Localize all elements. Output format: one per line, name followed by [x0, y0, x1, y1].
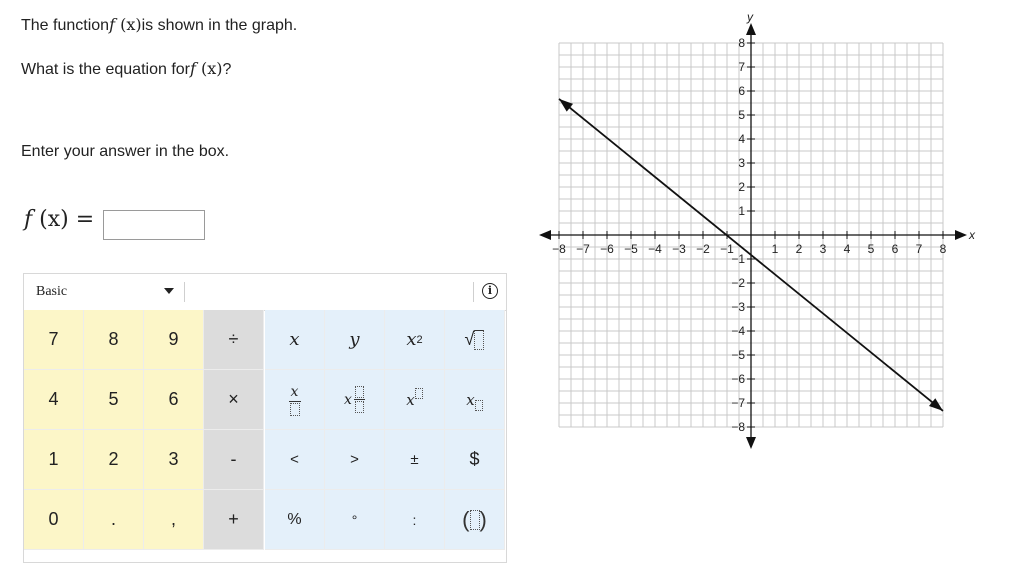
key-greater-than[interactable]: > — [325, 430, 385, 490]
y-tick-label: −7 — [731, 396, 745, 410]
key-dollar[interactable]: $ — [445, 430, 505, 490]
key-degree[interactable]: ° — [325, 490, 385, 550]
x-tick-label: 2 — [795, 242, 803, 256]
axes — [539, 23, 967, 449]
question-text: The function — [21, 17, 110, 34]
key-plus-minus[interactable]: ± — [385, 430, 445, 490]
key-y[interactable]: y — [325, 310, 385, 370]
key-8[interactable]: 8 — [84, 310, 144, 370]
y-axis-arrow-up — [746, 23, 756, 35]
x-tick-label: −4 — [648, 242, 662, 256]
x-tick-label: −2 — [696, 242, 710, 256]
question-text: What is the equation for — [21, 61, 190, 78]
key-7[interactable]: 7 — [24, 310, 84, 370]
y-tick-label: −6 — [731, 372, 745, 386]
function-notation: f (x) — [109, 15, 142, 34]
key-1[interactable]: 1 — [24, 430, 84, 490]
mode-select[interactable]: Basic — [36, 284, 68, 299]
equation-label: f (x) = — [24, 207, 95, 232]
key-percent[interactable]: % — [265, 490, 325, 550]
key-colon[interactable]: : — [385, 490, 445, 550]
info-icon[interactable]: i — [482, 283, 498, 299]
key-divide[interactable]: ÷ — [204, 310, 264, 370]
key-sqrt[interactable] — [445, 310, 505, 370]
key-6[interactable]: 6 — [144, 370, 204, 430]
key-mixed-fraction[interactable]: x — [325, 370, 385, 430]
x-tick-label: −6 — [600, 242, 614, 256]
sqrt-icon: √ — [464, 329, 475, 349]
y-tick-label: −5 — [731, 348, 745, 362]
divider — [184, 282, 185, 302]
y-tick-label: 2 — [738, 180, 745, 194]
key-x-squared[interactable]: x 2 — [385, 310, 445, 370]
x-tick-label: 4 — [843, 242, 851, 256]
y-tick-label: 8 — [738, 36, 745, 50]
x-tick-label: 7 — [915, 242, 923, 256]
question-text: ? — [222, 61, 232, 78]
y-tick-label: −1 — [731, 252, 745, 266]
y-tick-label: −4 — [731, 324, 745, 338]
divider — [473, 282, 474, 302]
key-parentheses[interactable]: ( ) — [445, 490, 505, 550]
placeholder-box — [474, 330, 484, 350]
x-tick-label: −3 — [672, 242, 686, 256]
coordinate-graph — [530, 0, 980, 470]
question-line-1 — [21, 15, 297, 35]
key-2[interactable]: 2 — [84, 430, 144, 490]
y-tick-label: −3 — [731, 300, 745, 314]
y-tick-label: 5 — [738, 108, 745, 122]
key-minus[interactable]: - — [204, 430, 264, 490]
x-tick-label: −8 — [552, 242, 566, 256]
x-axis-label: x — [969, 228, 975, 242]
x-tick-label: −7 — [576, 242, 590, 256]
x-axis-arrow-right — [955, 230, 967, 240]
y-tick-label: 3 — [738, 156, 745, 170]
key-3[interactable]: 3 — [144, 430, 204, 490]
y-tick-label: 4 — [738, 132, 745, 146]
question-line-2 — [21, 59, 231, 79]
x-tick-label: −1 — [720, 242, 734, 256]
key-less-than[interactable]: < — [265, 430, 325, 490]
key-9[interactable]: 9 — [144, 310, 204, 370]
instruction-text: Enter your answer in the box. — [21, 143, 230, 160]
x-tick-label: −5 — [624, 242, 638, 256]
key-5[interactable]: 5 — [84, 370, 144, 430]
key-x[interactable]: x — [265, 310, 325, 370]
math-keypad — [23, 273, 507, 563]
keypad-header — [24, 274, 506, 311]
y-axis-label: y — [747, 10, 753, 24]
key-0[interactable]: 0 — [24, 490, 84, 550]
y-axis-arrow-down — [746, 437, 756, 449]
key-fraction[interactable]: x — [265, 370, 325, 430]
chevron-down-icon[interactable] — [164, 288, 174, 294]
key-power[interactable]: x — [385, 370, 445, 430]
key-plus[interactable]: + — [204, 490, 264, 550]
key-comma[interactable]: , — [144, 490, 204, 550]
key-decimal[interactable]: . — [84, 490, 144, 550]
y-tick-label: 1 — [738, 204, 745, 218]
key-subscript[interactable]: x — [445, 370, 505, 430]
function-notation: f (x) — [189, 59, 223, 78]
y-tick-label: 6 — [738, 84, 745, 98]
key-times[interactable]: × — [204, 370, 264, 430]
x-tick-label: 8 — [939, 242, 947, 256]
answer-input[interactable] — [103, 210, 205, 240]
x-tick-label: 1 — [771, 242, 779, 256]
x-tick-label: 6 — [891, 242, 899, 256]
x-tick-label: 5 — [867, 242, 875, 256]
y-tick-label: −8 — [731, 420, 745, 434]
x-axis-arrow-left — [539, 230, 551, 240]
y-tick-label: −2 — [731, 276, 745, 290]
key-4[interactable]: 4 — [24, 370, 84, 430]
question-text: is shown in the graph. — [141, 17, 298, 34]
y-tick-label: 7 — [738, 60, 745, 74]
x-tick-label: 3 — [819, 242, 827, 256]
